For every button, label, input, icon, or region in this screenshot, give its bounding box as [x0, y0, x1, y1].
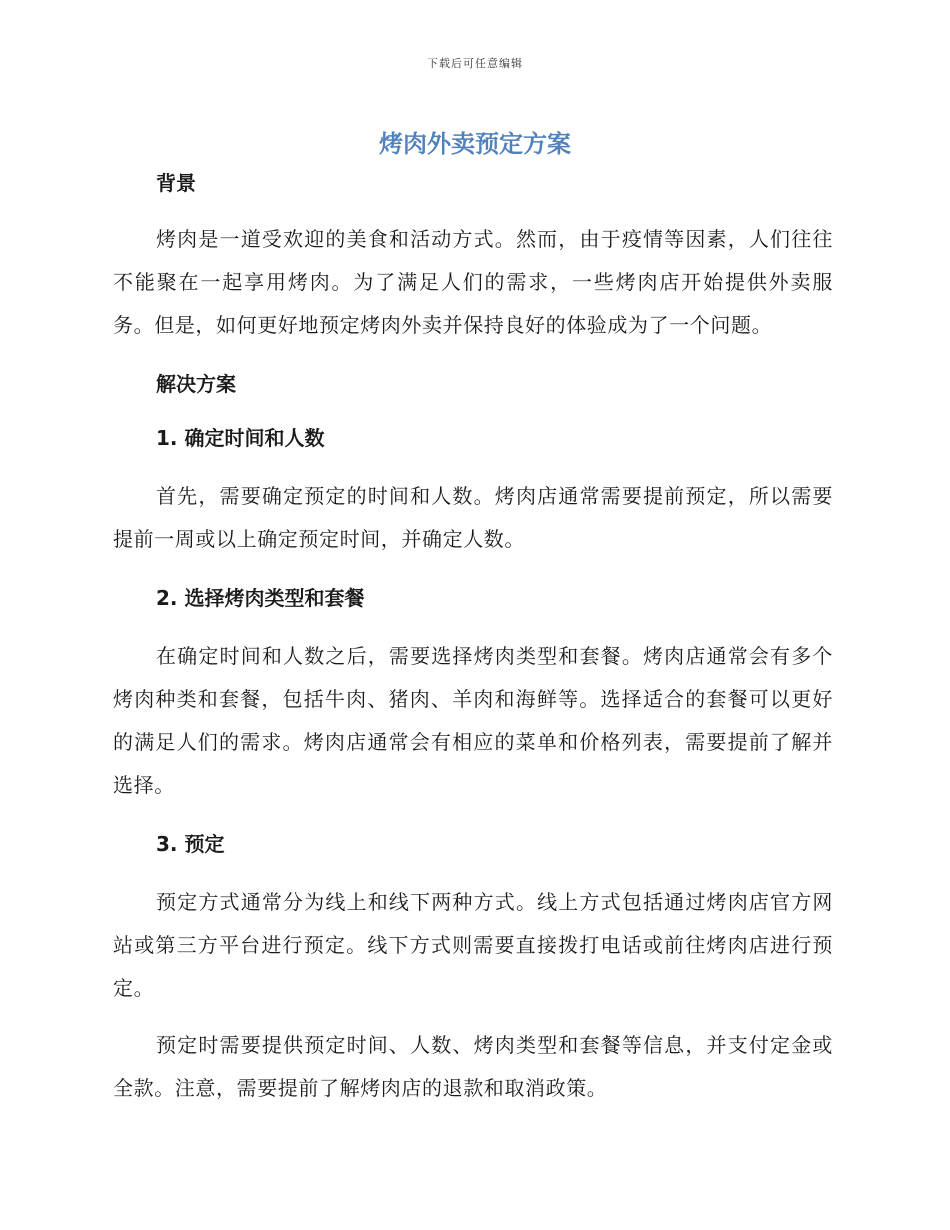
step-heading-3: 3. 预定: [156, 832, 225, 856]
paragraph-step-3b: 预定时需要提供预定时间、人数、烤肉类型和套餐等信息，并支付定金或全款。注意，需要提前了解烤肉店的退款和取消政策。: [113, 1033, 833, 1100]
document-body: [113, 168, 833, 1110]
paragraph-step-2: 在确定时间和人数之后，需要选择烤肉类型和套餐。烤肉店通常会有多个烤肉种类和套餐，包括牛肉、猪肉、羊肉和海鲜等。选择适合的套餐可以更好的满足人们的需求。烤肉店通常会有相应的菜单和价格列表，需要提前了解并选择。: [113, 644, 833, 797]
paragraph-step-1: 首先，需要确定预定的时间和人数。烤肉店通常需要提前预定，所以需要提前一周或以上确定预定时间，并确定人数。: [113, 484, 833, 551]
step-heading-1: 1. 确定时间和人数: [156, 426, 325, 450]
document-title: 烤肉外卖预定方案: [379, 130, 571, 158]
section-heading-solution: 解决方案: [156, 372, 236, 396]
section-heading-background: 背景: [156, 171, 196, 195]
paragraph-background: 烤肉是一道受欢迎的美食和活动方式。然而，由于疫情等因素，人们往往不能聚在一起享用烤肉。为了满足人们的需求，一些烤肉店开始提供外卖服务。但是，如何更好地预定烤肉外卖并保持良好的体验成为了一个问题。: [113, 227, 833, 337]
step-heading-2: 2. 选择烤肉类型和套餐: [156, 586, 365, 610]
paragraph-step-3a: 预定方式通常分为线上和线下两种方式。线上方式包括通过烤肉店官方网站或第三方平台进行预定。线下方式则需要直接拨打电话或前往烤肉店进行预定。: [113, 890, 833, 1000]
page-header-note: 下载后可任意编辑: [427, 57, 523, 70]
